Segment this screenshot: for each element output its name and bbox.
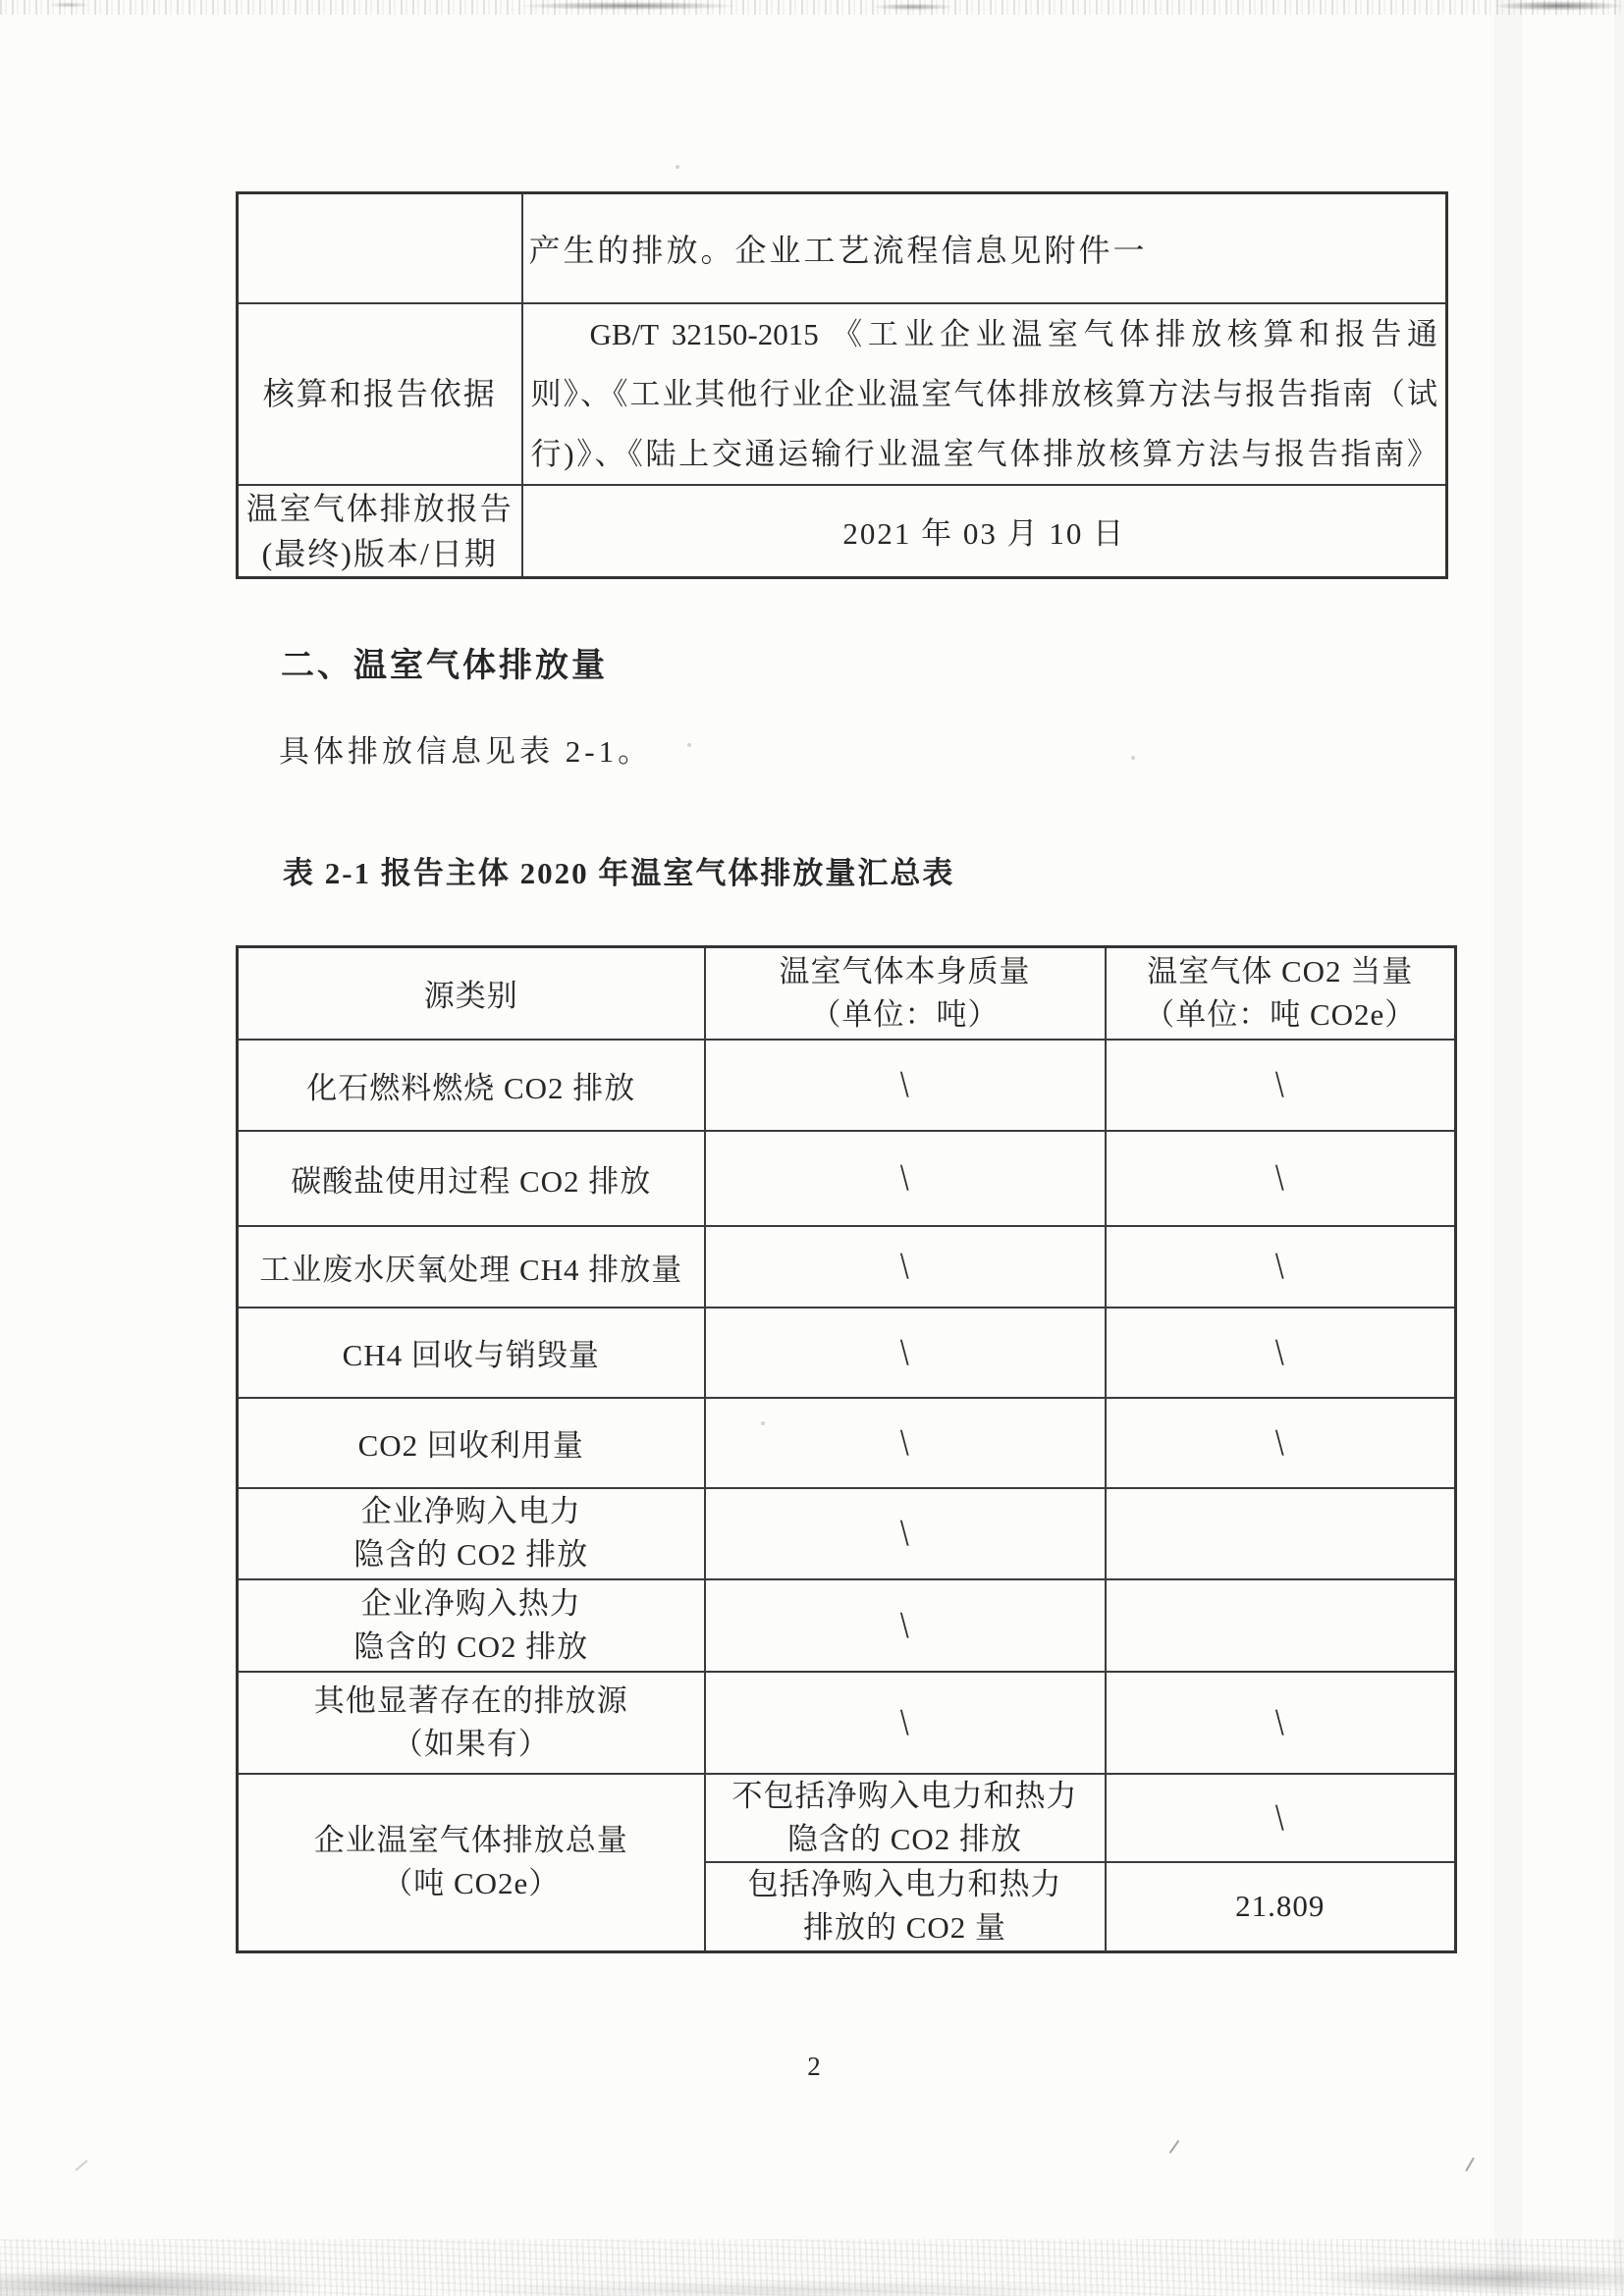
report-info-table: [236, 191, 1448, 579]
section-heading: 二、温室气体排放量: [281, 648, 608, 684]
page-number: 2: [807, 2052, 821, 2081]
mass-value-cell: \: [705, 1398, 1106, 1488]
table-2-1-title: 表 2-1 报告主体 2020 年温室气体排放量汇总表: [283, 856, 955, 890]
source-cell: 企业净购入电力 隐含的 CO2 排放: [238, 1488, 705, 1579]
basis-label: 核算和报告依据: [262, 376, 497, 411]
co2e-value-cell: [1106, 1488, 1456, 1579]
intro-text: 具体排放信息见表 2-1。: [279, 734, 653, 769]
scan-speck: [687, 743, 691, 747]
co2e-value-cell: \: [1106, 1131, 1456, 1226]
source-cell: CO2 回收利用量: [238, 1398, 705, 1488]
header-row: [238, 947, 1456, 1040]
table-row: [238, 303, 1447, 485]
version-label-cell: 温室气体排放报告 (最终)版本/日期: [238, 485, 522, 578]
total-excl-desc-cell: 不包括净购入电力和热力 隐含的 CO2 排放: [705, 1774, 1106, 1862]
scan-artifact-bottom: [0, 2239, 1624, 2296]
table-row: [238, 1040, 1456, 1131]
header-mass-cell: 温室气体本身质量 （单位：吨）: [705, 947, 1106, 1040]
mass-value-cell: \: [705, 1226, 1106, 1308]
mass-value-cell: \: [705, 1579, 1106, 1672]
table-row: [238, 1308, 1456, 1398]
scan-speck: [1131, 756, 1135, 760]
emissions-summary-table: [236, 945, 1457, 1953]
scan-artifact-top: [0, 0, 1624, 15]
process-note-text: 产生的排放。企业工艺流程信息见附件一: [528, 232, 1148, 268]
co2e-value-cell: \: [1106, 1308, 1456, 1398]
scan-artifact-vertical-streak: [1494, 0, 1522, 2296]
version-date-cell: [522, 485, 1447, 578]
co2e-value-cell: \: [1106, 1226, 1456, 1308]
basis-value-text: GB/T 32150-2015 《工业企业温室气体排放核算和报告通 则》、《工业其他行业企业温室气体排放核算方法与报告指南（试 行)》、《陆上交通运输行业温室气体排放核算方法与报告指南》: [530, 316, 1437, 471]
total-excl-value-cell: \: [1106, 1774, 1456, 1862]
total-row-excluding: [238, 1774, 1456, 1862]
source-cell: 企业净购入热力 隐含的 CO2 排放: [238, 1579, 705, 1672]
co2e-value-cell: [1106, 1579, 1456, 1672]
scan-pen-mark: [1169, 2140, 1180, 2154]
report-date: 2021 年 03 月 10 日: [842, 516, 1126, 551]
mass-value-cell: \: [705, 1488, 1106, 1579]
source-cell: 化石燃料燃烧 CO2 排放: [238, 1040, 705, 1131]
source-cell: 工业废水厌氧处理 CH4 排放量: [238, 1226, 705, 1308]
scan-pen-mark: [75, 2160, 88, 2171]
mass-value-cell: \: [705, 1308, 1106, 1398]
co2e-value-cell: \: [1106, 1040, 1456, 1131]
total-incl-desc-cell: 包括净购入电力和热力 排放的 CO2 量: [705, 1862, 1106, 1952]
process-note-cell: [522, 193, 1447, 303]
co2e-value-cell: \: [1106, 1672, 1456, 1774]
basis-value-cell: [522, 303, 1447, 485]
source-cell: 其他显著存在的排放源 （如果有）: [238, 1672, 705, 1774]
table-row: [238, 1226, 1456, 1308]
table-row: [238, 1579, 1456, 1672]
info-label-cell-empty: [238, 193, 522, 303]
table-row: [238, 1131, 1456, 1226]
table-row: [238, 485, 1447, 578]
total-label-cell: 企业温室气体排放总量 （吨 CO2e）: [238, 1774, 705, 1952]
table-row: [238, 1398, 1456, 1488]
header-source-cell: 源类别: [238, 947, 705, 1040]
mass-value-cell: \: [705, 1672, 1106, 1774]
scan-pen-mark: [1465, 2158, 1475, 2172]
scan-artifact-right-edge: [1614, 0, 1624, 2296]
table-row: [238, 1672, 1456, 1774]
source-cell: 碳酸盐使用过程 CO2 排放: [238, 1131, 705, 1226]
table-row: [238, 193, 1447, 303]
header-co2e-cell: 温室气体 CO2 当量 （单位：吨 CO2e）: [1106, 947, 1456, 1040]
mass-value-cell: \: [705, 1131, 1106, 1226]
table-row: [238, 1488, 1456, 1579]
basis-label-cell: [238, 303, 522, 485]
scan-speck: [676, 165, 679, 169]
total-incl-value-cell: 21.809: [1106, 1862, 1456, 1952]
co2e-value-cell: \: [1106, 1398, 1456, 1488]
source-cell: CH4 回收与销毁量: [238, 1308, 705, 1398]
mass-value-cell: \: [705, 1040, 1106, 1131]
